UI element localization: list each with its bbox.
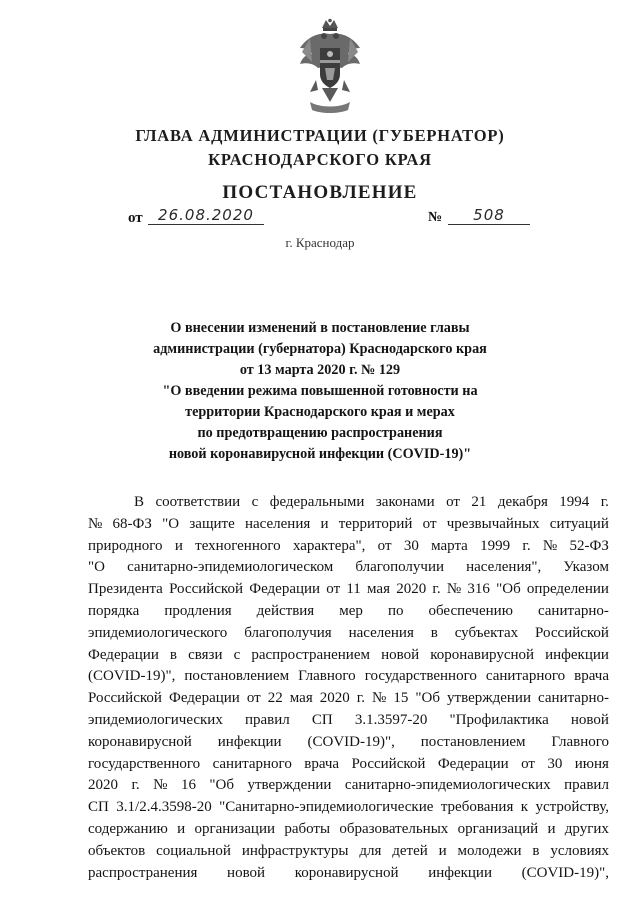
body-word: детей [392,842,428,859]
body-word: "Об [209,777,234,794]
body-line [88,732,609,754]
body-word: к [520,799,529,816]
body-word: № [372,690,387,707]
document-date: 26.08.2020 [148,206,264,225]
body-word: по [387,602,404,619]
body-word: Российской [88,690,162,707]
body-word: от [521,755,535,772]
body-word: санитарного [485,668,566,685]
body-word: июня [574,755,609,772]
body-word: обеспечению [428,602,513,619]
body-word: благополучия [244,624,332,641]
body-word: распространением [251,646,370,663]
body-word: "О [88,559,105,576]
body-word: постановлением [420,733,526,750]
body-line [88,775,609,797]
body-word: новой [570,711,609,728]
body-word: коронавирусной [294,864,399,881]
title-line: от 13 марта 2020 г. № 129 [239,362,401,378]
body-word: работы [284,820,331,837]
body-word: 1999 [480,537,511,554]
body-word: В [134,494,145,510]
body-word: благополучии [355,559,444,576]
body-word: (COVID-19)", [88,668,176,685]
body-word: инфекции [217,733,282,750]
body-word: молодежи [457,842,522,859]
body-word: Главного [551,733,609,750]
body-word: 1994 [559,494,590,510]
body-word: от [326,581,341,598]
body-word: г. [356,690,365,707]
body-word: в [169,646,178,663]
body-word: врача [304,755,340,772]
body-line [88,666,609,688]
body-word: 30 [547,755,563,772]
title-line: О внесении изменений в постановление главы [170,320,470,336]
body-word: санитарно-эпидемиологических [344,777,551,794]
body-word: утверждении [247,777,332,794]
body-word: правил [564,777,609,794]
body-word: распространения [88,864,198,881]
body-word: г. [600,494,609,510]
body-word: Указом [563,559,609,576]
title-line: территории Краснодарского края и мерах [185,404,455,420]
body-line [88,754,609,776]
body-word: 3.1.3597-20 [354,711,428,728]
body-word: № [542,537,558,554]
body-word: других [564,820,609,837]
body-word: № [446,581,462,598]
body-word: г. [131,777,140,794]
body-word: санитарно- [538,690,609,707]
title-line: "О введении режима повышенной готовности на [162,383,478,399]
body-word: коронавирусной [88,733,192,750]
body-word: субъектах [454,624,519,641]
body-word: Федерации [88,646,159,663]
body-word: государственного [364,668,477,685]
body-word: техногенного [195,537,281,554]
body-word: 2020 [88,777,118,794]
body-word: г. [522,537,531,554]
body-word: связи [188,646,223,663]
body-word: федеральными [269,494,365,510]
body-line [88,819,609,841]
body-word: населения", [466,559,542,576]
body-word: мая [367,581,390,598]
body-word: № [88,515,103,532]
body-word: соответствии [155,494,241,510]
body-word: мер [339,602,363,619]
body-word: СП [88,799,109,816]
body-line [88,797,609,819]
city: г. Краснодар [285,235,355,250]
number-label: № [428,210,443,225]
body-word: в [430,624,438,641]
document-body [88,492,609,884]
body-word: и [174,537,183,554]
body-word: новой [227,864,266,881]
body-word: территорий [338,515,413,532]
body-word: для [359,842,382,859]
body-word: в [532,842,540,859]
body-word: санитарно-эпидемиологическом [127,559,334,576]
body-word: № [153,777,168,794]
body-word: 68-ФЗ [112,515,152,532]
body-word: определении [526,581,609,598]
body-word: инфекции [428,864,492,881]
body-word: 16 [180,777,196,794]
body-word: постановлением [184,668,290,685]
body-word: 15 [393,690,409,707]
body-word: инфраструктуры [241,842,349,859]
body-word: ситуаций [549,515,609,532]
body-line [88,536,609,558]
body-word: Федерации [437,755,509,772]
body-word: декабря [497,494,548,510]
date-label: от [128,210,143,226]
body-word: "Об [496,581,521,598]
body-line [88,688,609,710]
body-word: (COVID-19)", [307,733,395,750]
body-word: санитарного [212,755,292,772]
body-word: с [233,646,241,663]
body-word: от [446,494,460,510]
body-line [88,841,609,863]
body-word: марта [431,537,468,554]
body-word: организации [194,820,275,837]
title-line: новой коронавирусной инфекции (COVID-19)" [168,446,472,462]
body-word: и [547,820,556,837]
body-word: "Профилактика [449,711,549,728]
body-line [88,710,609,732]
title-line: по предотвращению распространения [197,425,443,441]
body-line [88,863,609,885]
body-word: 11 [346,581,361,598]
body-line [88,601,609,623]
body-word: защите [189,515,235,532]
body-word: эпидемиологических [88,711,223,728]
body-word: Президента [88,581,163,598]
coat-of-arms-icon [296,18,364,116]
authority-title-line-1: ГЛАВА АДМИНИСТРАЦИИ (ГУБЕРНАТОР) [135,126,505,145]
document-number: 508 [448,206,530,225]
document-type: ПОСТАНОВЛЕНИЕ [222,182,418,203]
body-word: 2020 [396,581,427,598]
body-word: и [438,842,447,859]
body-word: государственного [88,755,201,772]
body-word: от [377,537,392,554]
body-word: с [251,494,259,510]
body-word: от [422,515,437,532]
body-word: "О [162,515,180,532]
body-word: и [320,515,329,532]
body-word: населения [244,515,311,532]
body-word: "Санитарно-эпидемиологические [219,799,434,816]
body-word: содержанию [88,820,168,837]
body-word: 21 [471,494,487,510]
body-word: новой [381,646,420,663]
body-word: Российской [351,755,426,772]
body-word: г. [432,581,441,598]
body-word: коронавирусной [430,646,535,663]
body-word: 52-ФЗ [569,537,609,554]
body-word: мая [289,690,313,707]
body-word: условиях [550,842,609,859]
body-word: эпидемиологического [88,624,228,641]
body-word: населения [348,624,414,641]
body-word: образовательных [339,820,449,837]
body-word: социальной [156,842,231,859]
body-word: устройству, [535,799,609,816]
body-word: законами [375,494,435,510]
body-word: Российской [169,581,243,598]
body-word: санитарно- [537,602,609,619]
body-word: Российской [535,624,609,641]
body-word: 3.1/2.4.3598-20 [116,799,212,816]
body-word: 316 [467,581,490,598]
body-word: требования [440,799,514,816]
body-line [88,492,609,514]
body-word: врача [574,668,609,685]
body-line [88,514,609,536]
body-word: 22 [267,690,283,707]
body-word: правил [244,711,290,728]
body-line [88,557,609,579]
body-word: и [177,820,186,837]
body-word: природного [88,537,163,554]
body-word: инфекции [545,646,609,663]
body-line [88,579,609,601]
body-word: (COVID-19)", [521,864,609,881]
body-word: СП [311,711,333,728]
body-word: чрезвычайных [446,515,540,532]
body-word: утверждении [447,690,531,707]
body-word: порядка [88,602,140,619]
body-word: организаций [457,820,539,837]
body-word: от [246,690,261,707]
body-word: 30 [403,537,419,554]
body-word: действия [256,602,315,619]
body-word: 2020 [319,690,350,707]
title-line: администрации (губернатора) Краснодарского края [153,341,487,357]
body-line [88,645,609,667]
body-word: Главного [298,668,356,685]
body-word: продления [164,602,232,619]
document-title [100,318,540,465]
body-word: характера", [292,537,366,554]
body-word: Федерации [249,581,321,598]
body-word: "Об [415,690,440,707]
authority-title-line-2: КРАСНОДАРСКОГО КРАЯ [208,150,432,169]
body-line [88,623,609,645]
body-word: Федерации [168,690,240,707]
body-word: объектов [88,842,146,859]
